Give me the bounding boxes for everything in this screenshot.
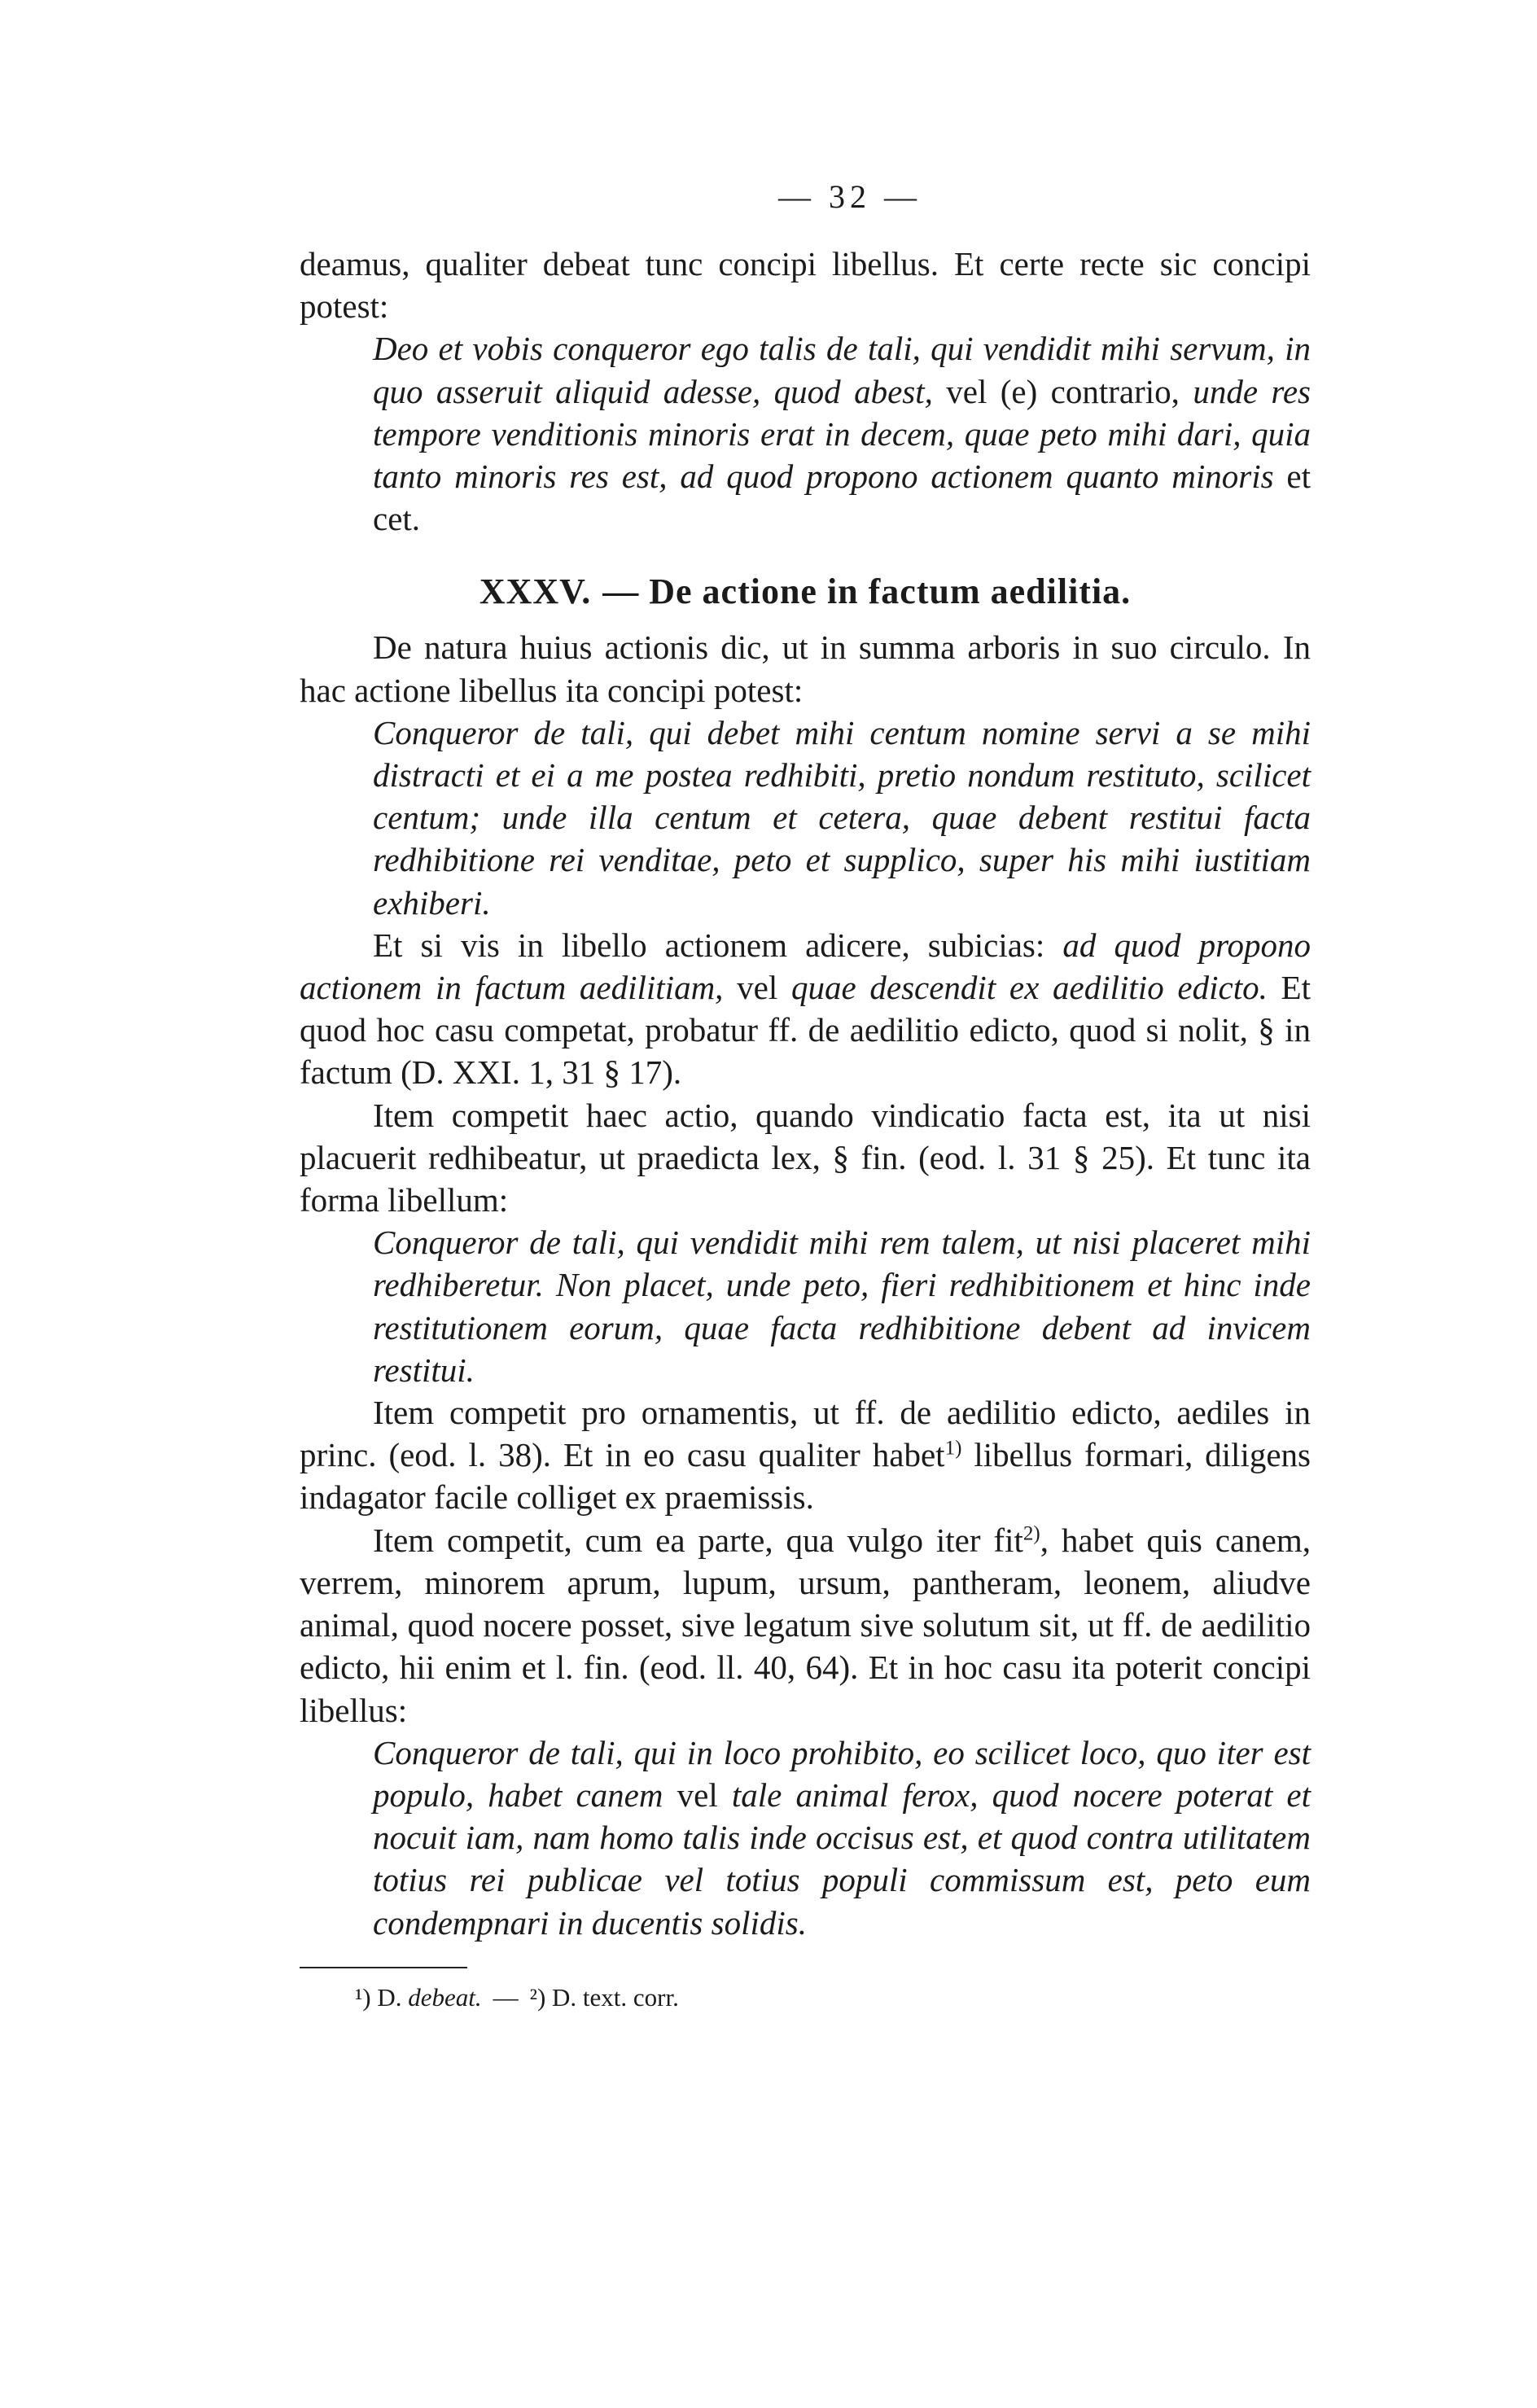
libellus-formula-redhibitio: Conqueror de tali, qui vendidit mihi rem talem, ut nisi placeret mihi redhiberetur. Non placet, unde peto, fieri redhibitionem et hinc inde restitutionem eorum, quae facta redhibitione debent ad invicem restitui. — [373, 1224, 1311, 1389]
footnote-1 — [355, 1983, 482, 2012]
paragraph: Item competit haec actio, quando vindicatio facta est, ita ut nisi placuerit redhibeatur, ut praedicta lex, § fin. (eod. l. 31 § 25). Et tunc ita forma libellum: — [300, 1096, 1311, 1219]
footnote-separator: — — [493, 1982, 519, 2012]
formula-ending: et cet. — [373, 458, 1311, 538]
formula-text: Deo et vobis conqueror ego talis de tali, qui vendidit mihi servum, in quo asseruit aliquid adesse, quod abest, — [373, 330, 1311, 410]
page-number: — 32 — — [778, 178, 922, 215]
formula-text: tale animal ferox, quod nocere poterat et nocuit iam, nam homo talis inde occisus est, et quod contra utilitatem totius rei publicae vel totius populi commissum est, peto eum condempnari in ducentis solidis. — [373, 1775, 1311, 1942]
libellus-formula-animal-ferox — [300, 1732, 1311, 1944]
footnote-2 — [530, 1983, 679, 2012]
footnote-marker: ¹) — [355, 1982, 371, 2012]
section-heading — [300, 571, 1311, 613]
paragraph-text: , habet quis canem, verrem, minorem aprum, lupum, ursum, pantheram, leonem, aliudve animal, quod nocere posset, sive legatum sive solutum sit, ut ff. de aedilitio edicto, hii enim et l. fin. (eod. ll. 40, 64). Et in hoc casu ita poterit concipi libellus: — [300, 1521, 1311, 1729]
body-text — [300, 243, 1311, 1944]
footnote-ref-2: 2) — [1022, 1522, 1040, 1545]
footnote-marker: ²) — [529, 1982, 546, 2012]
footnote-text: D. text. corr. — [552, 1982, 679, 2012]
italic-phrase: quae descendit ex aedilitio edicto. — [790, 969, 1268, 1007]
paragraph-text: libellus formari, diligens indagator facile colliget ex praemissis. — [300, 1436, 1311, 1517]
italic-phrase: ad quod propono actionem in factum aedilitiam, — [300, 926, 1311, 1007]
formula-text: Conqueror de tali, qui in loco prohibito, eo scilicet loco, quo iter est populo, habet canem — [373, 1733, 1311, 1814]
formula-text: unde res tempore venditionis minoris erat in decem, quae peto mihi dari, quia tanto minoris res est, ad quod propono actionem quanto minoris — [373, 372, 1311, 496]
intro-paragraph: deamus, qualiter debeat tunc concipi libellus. Et certe recte sic concipi potest: — [300, 245, 1311, 326]
formula-connector: vel (e) contrario, — [932, 372, 1193, 410]
libellus-formula-centum: Conqueror de tali, qui debet mihi centum nomine servi a se mihi distracti et ei a me postea redhibiti, pretio nondum restituto, scilicet centum; unde illa centum et cetera, quae debent restitui facta redhibitione rei venditae, peto et supplico, super his mihi iustitiam exhiberi. — [373, 713, 1311, 922]
paragraph-text: Et si vis in libello actionem adicere, subicias: — [373, 926, 1063, 964]
footnote-divider — [300, 1967, 467, 1968]
footnotes — [300, 1981, 1311, 2014]
footnote-reading: debeat. — [408, 1982, 482, 2012]
paragraph — [300, 1519, 1311, 1732]
paragraph-text: Et quod hoc casu competat, probatur ff. de aedilitio edicto, quod si nolit, § in factum (D. XXI. 1, 31 § 17). — [300, 969, 1311, 1092]
footnote-source: D. — [377, 1982, 402, 2012]
libellus-formula-quanto-minoris — [300, 327, 1311, 540]
paragraph: De natura huius actionis dic, ut in summa arboris in suo circulo. In hac actione libellus ita concipi potest: — [300, 628, 1311, 709]
paragraph — [300, 1391, 1311, 1519]
paragraph-text: Item competit, cum ea parte, qua vulgo iter fit — [373, 1521, 1023, 1559]
page-content — [300, 178, 1311, 2014]
section-title: — De actione in factum aedilitia. — [602, 571, 1132, 612]
footnote-ref-1: 1) — [944, 1437, 962, 1460]
paragraph-text: vel — [723, 969, 791, 1007]
paragraph-text: Item competit pro ornamentis, ut ff. de aedilitio edicto, aediles in princ. (eod. l. 38). Et in eo casu qualiter habet — [300, 1394, 1311, 1474]
section-number: XXXV. — [479, 571, 592, 612]
formula-connector: vel — [663, 1775, 732, 1814]
paragraph — [300, 924, 1311, 1094]
